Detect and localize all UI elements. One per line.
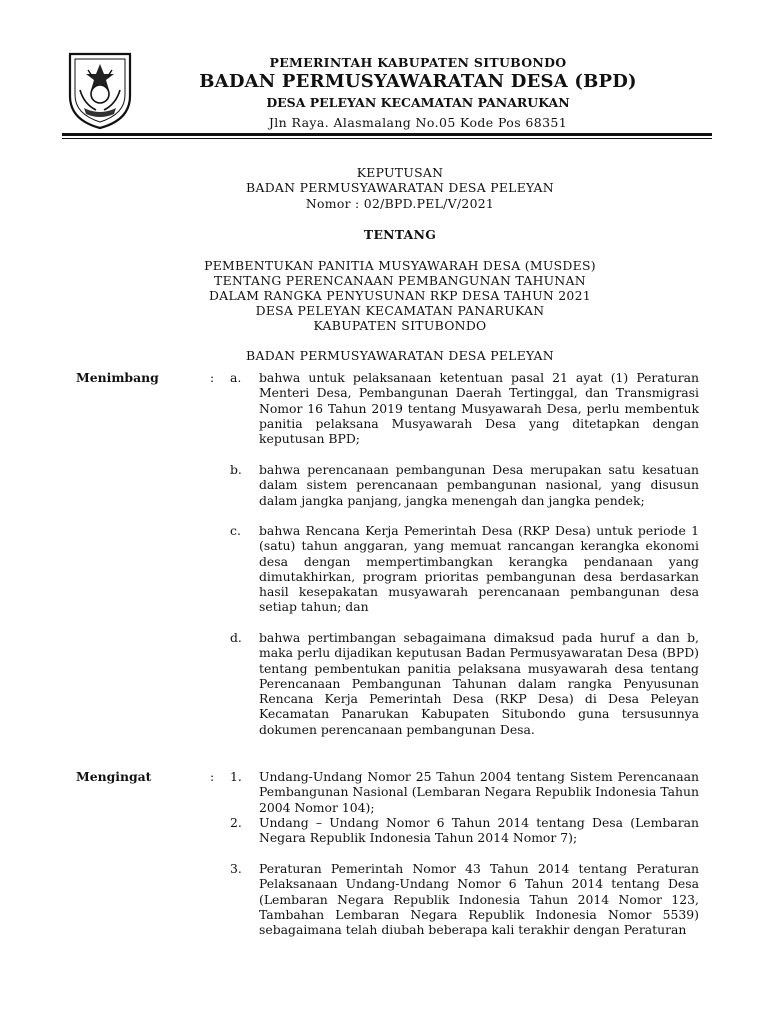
letterhead [180, 54, 656, 133]
menimbang-marker-c: c. [230, 523, 241, 538]
menimbang-marker-d: d. [230, 630, 242, 645]
subject-line-5: KABUPATEN SITUBONDO [313, 318, 487, 333]
subject-line-4: DESA PELEYAN KECAMATAN PANARUKAN [255, 303, 545, 318]
mengingat-marker-1: 1. [230, 769, 242, 784]
institution-name: BADAN PERMUSYAWARATAN DESA (BPD) [199, 71, 637, 92]
mengingat-colon: : [210, 769, 215, 784]
mengingat-item-1: Undang-Undang Nomor 25 Tahun 2004 tentang Sistem Perencanaan Pembangunan Nasional (Lembaran Negara Republik Indonesia Tahun 2004 Nomor 104); [259, 769, 699, 815]
menimbang-colon: : [210, 370, 215, 385]
tentang-heading: TENTANG [363, 227, 437, 242]
government-name: PEMERINTAH KABUPATEN SITUBONDO [269, 55, 567, 70]
village-name: DESA PELEYAN KECAMATAN PANARUKAN [266, 95, 570, 110]
menimbang-item-c: bahwa Rencana Kerja Pemerintah Desa (RKP Desa) untuk periode 1 (satu) tahun anggaran, yang memuat rancangan kerangka ekonomi desa dengan mempertimbangkan kerangka pendanaan yang dimutakhirkan, program prioritas pembangunan desa berdasarkan hasil kesepakatan musyawarah perencanaan pembangunan desa setiap tahun; dan [259, 523, 699, 615]
mengingat-label: Mengingat [76, 769, 152, 784]
mengingat-item-2: Undang – Undang Nomor 6 Tahun 2014 tentang Desa (Lembaran Negara Republik Indonesia Tahun 2014 Nomor 7); [259, 815, 699, 846]
regency-emblem-icon [66, 50, 134, 130]
mengingat-item-3: Peraturan Pemerintah Nomor 43 Tahun 2014 tentang Peraturan Pelaksanaan Undang-Undang Nomor 6 Tahun 2014 tentang Desa (Lembaran Negara Republik Indonesia Tahun 2014 Nomor 123, Tambahan Lembaran Negara Republik Indonesia Nomor 5539) sebagaimana telah diubah beberapa kali terakhir dengan Peraturan [259, 861, 699, 938]
letterhead-divider-thick [62, 133, 712, 136]
issuer: BADAN PERMUSYAWARATAN DESA PELEYAN [246, 348, 554, 363]
menimbang-item-d: bahwa pertimbangan sebagaimana dimaksud pada huruf a dan b, maka perlu dijadikan keputusan Badan Permusyawaratan Desa (BPD) tentang pembentukan panitia pelaksana musyawarah desa tentang Perencanaan Pembangunan Tahunan dalam rangka Penyusunan Rencana Kerja Pemerintah Desa (RKP Desa) di Desa Peleyan Kecamatan Panarukan Kabupaten Situbondo guna tersusunnya dokumen perencanaan pembangunan Desa. [259, 630, 699, 737]
decision-body: BADAN PERMUSYAWARATAN DESA PELEYAN [246, 180, 554, 195]
menimbang-marker-b: b. [230, 462, 242, 477]
mengingat-marker-2: 2. [230, 815, 242, 830]
subject-line-2: TENTANG PERENCANAAN PEMBANGUNAN TAHUNAN [214, 273, 586, 288]
address: Jln Raya. Alasmalang No.05 Kode Pos 68351 [268, 115, 568, 130]
menimbang-label: Menimbang [76, 370, 159, 385]
subject-line-1: PEMBENTUKAN PANITIA MUSYAWARAH DESA (MUSDES) [204, 258, 596, 273]
subject-line-3: DALAM RANGKA PENYUSUNAN RKP DESA TAHUN 2021 [209, 288, 591, 303]
menimbang-item-a: bahwa untuk pelaksanaan ketentuan pasal 21 ayat (1) Peraturan Menteri Desa, Pembangunan Daerah Tertinggal, dan Transmigrasi Nomor 16 Tahun 2019 tentang Musyawarah Desa, perlu membentuk panitia pelaksana Musyawarah Desa yang ditetapkan dengan keputusan BPD; [259, 370, 699, 447]
decision-heading: KEPUTUSAN [356, 165, 444, 180]
letterhead-divider-thin [62, 138, 712, 139]
menimbang-marker-a: a. [230, 370, 242, 385]
menimbang-item-b: bahwa perencanaan pembangunan Desa merupakan satu kesatuan dalam sistem perencanaan pembangunan nasional, yang disusun dalam jangka panjang, jangka menengah dan jangka pendek; [259, 462, 699, 508]
decision-number: Nomor : 02/BPD.PEL/V/2021 [305, 196, 495, 211]
mengingat-marker-3: 3. [230, 861, 242, 876]
